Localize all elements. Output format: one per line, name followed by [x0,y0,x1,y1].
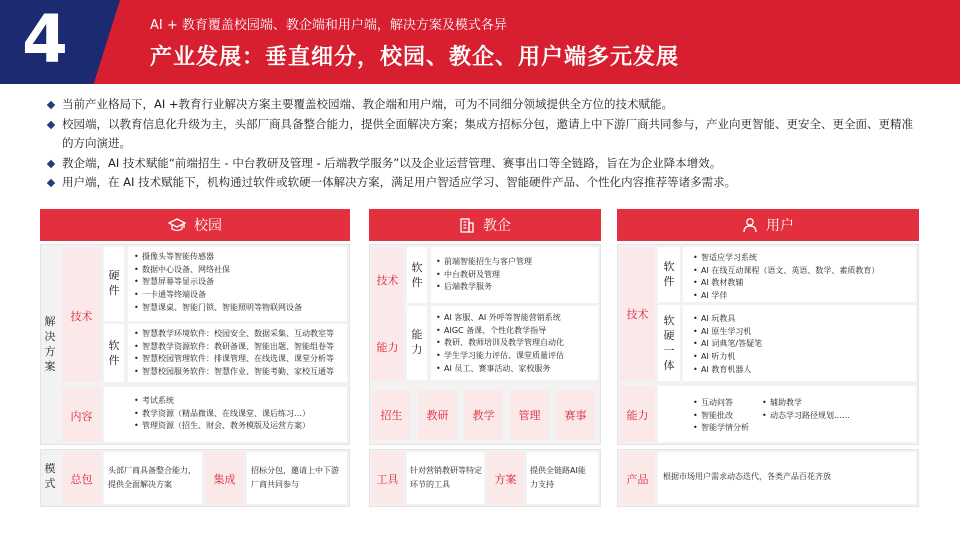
header-subtitle: AI + 教育覆盖校园端、教企端和用户端，解决方案及模式各异 [150,18,507,33]
list-item: • AIGC 备课、个性化教学指导 [436,325,564,338]
user-ability-list-left [693,397,749,435]
list-item: • 智慧教学资源软件：教研备课、智能出题、智能组卷等 [134,341,334,354]
campus-tech-label: 技术 [70,310,93,323]
list-item: • 智慧课桌、智能门锁、智能照明等物联网设备 [134,302,302,315]
list-item: • AI 教材教辅 [693,277,879,290]
campus-content-label: 内容 [70,410,93,423]
enterprise-tag-teaching: 教学 [464,390,503,440]
bullet-item: 用户端，在 AI 技术赋能下，机构通过软件或软硬一体解决方案，满足用户智适应学习、智能硬件产品、个性化内容推荐等诸多需求。 [44,173,924,193]
user-header [617,209,919,241]
section-number: 4 [22,1,68,78]
user-icon [742,217,758,233]
enterprise-tech-label: 技术 [376,274,399,287]
enterprise-tag-management: 管理 [510,390,549,440]
list-item: • 后端教学服务 [436,281,532,294]
list-item: • 智慧教学环境软件：校园安全、数据采集、互动教室等 [134,328,334,341]
list-item: • 智慧屏幕等显示设备 [134,276,302,289]
list-item: • 前端智能招生与客户管理 [436,256,532,269]
user-ability-label: 能力 [626,409,649,422]
user-ability-list-right [762,397,850,422]
list-item: • AI 在线互动课程（语文、英语、数学、素质教育） [693,265,879,278]
enterprise-ability-side-label: 能力 [411,328,423,356]
campus-content-list [134,395,310,433]
enterprise-plan-label: 方案 [494,473,517,486]
campus-software-label: 软件 [108,339,120,367]
list-item: • 智适应学习系统 [693,252,879,265]
list-item: • 摄像头等智能传感器 [134,251,302,264]
list-item: • 教学资源（精品微课、在线课堂、课后练习…） [134,408,310,421]
campus-integrate-text: 招标分包，邀请上中下游厂商共同参与 [251,466,339,489]
user-product-text: 根据市场用户需求动态迭代，各类产品百花齐放 [663,472,831,481]
campus-general-label: 总包 [70,473,93,486]
building-icon [459,217,475,233]
list-item: • 数据中心设备、网络社保 [134,264,302,277]
list-item: • 一卡通等终端设备 [134,289,302,302]
campus-header [40,209,350,241]
campus-general-text: 头部厂商具备整合能力，提供全面解决方案 [108,466,196,489]
list-item: • AI 学伴 [693,290,879,303]
list-item: • AI 原生学习机 [693,326,762,339]
campus-solution-label: 解决方案 [44,315,56,373]
enterprise-ability-label: 能力 [376,341,399,354]
list-item: • AI 员工、赛事活动、家校服务 [436,363,564,376]
list-item: • 互动问答 [693,397,749,410]
enterprise-tag-research: 教研 [418,390,457,440]
campus-integrate-label: 集成 [213,473,236,486]
list-item: • 学生学习能力评估、课堂质量评估 [436,350,564,363]
campus-title: 校园 [194,218,222,234]
enterprise-tech-cell [371,247,404,380]
enterprise-tool-label: 工具 [376,473,399,486]
enterprise-tag-admission: 招生 [372,390,411,440]
campus-hardware-label: 硬件 [108,269,120,297]
list-item: • AI 玩教具 [693,313,762,326]
page-title: 产业发展：垂直细分，校园、教企、用户端多元发展 [150,45,680,70]
enterprise-software-list [436,256,532,294]
list-item: • AI 词典笔/答疑笔 [693,338,762,351]
enterprise-tag-competition: 赛事 [556,390,595,440]
enterprise-plan-text: 提供全链路AI能力支持 [530,466,586,489]
campus-software-list [134,328,334,379]
user-software-label: 软件 [663,260,675,288]
summary-bullets [44,95,924,193]
list-item: • 中台教研及管理 [436,269,532,282]
enterprise-title: 教企 [483,218,511,234]
user-title: 用户 [766,218,794,234]
enterprise-tool-text: 针对营销教研等特定环节的工具 [410,466,482,489]
campus-hardware-list [134,251,302,315]
enterprise-software-label: 软件 [411,261,423,289]
list-item: • 智慧校园服务软件：智慧作业、智能考勤、家校互通等 [134,366,334,379]
bullet-item: 校园端，以教育信息化升级为主，头部厂商具备整合能力，提供全面解决方案；集成方招标分包，邀请上中下游厂商共同参与，产业向更智能、更安全、更全面、更精准的方向演进。 [44,115,924,154]
campus-mode-label: 模式 [44,462,56,490]
list-item: • 管理资源（招生、财会、教务模版及运营方案） [134,420,310,433]
list-item: • 智能学情分析 [693,422,749,435]
user-software-list [693,252,879,303]
list-item: • 教研、教师培训及教学管理自动化 [436,337,564,350]
list-item: • 动态学习路径规划…… [762,410,850,423]
user-combo-list [693,313,762,377]
list-item: • 考试系统 [134,395,310,408]
user-product-label: 产品 [626,473,649,486]
enterprise-ability-list [436,312,564,376]
list-item: • AI 听力机 [693,351,762,364]
list-item: • 辅助教学 [762,397,850,410]
list-item: • 智慧校园管理软件：排课管理、在线选课、课堂分析等 [134,353,334,366]
list-item: • 智能批改 [693,410,749,423]
list-item: • AI 客服、AI 外呼等智能营销系统 [436,312,564,325]
enterprise-header [369,209,601,241]
bullet-item: 教企端，AI 技术赋能“前端招生 - 中台教研及管理 - 后端教学服务”以及企业运营管理、赛事出口等全链路，旨在为企业降本增效。 [44,154,924,174]
bullet-item: 当前产业格局下，AI +教育行业解决方案主要覆盖校园端、教企端和用户端，可为不同细分领域提供全方位的技术赋能。 [44,95,924,115]
list-item: • AI 教育机器人 [693,364,762,377]
user-tech-label: 技术 [626,308,649,321]
graduation-cap-icon [168,217,186,233]
user-combo-label: 软硬一体 [663,314,675,372]
